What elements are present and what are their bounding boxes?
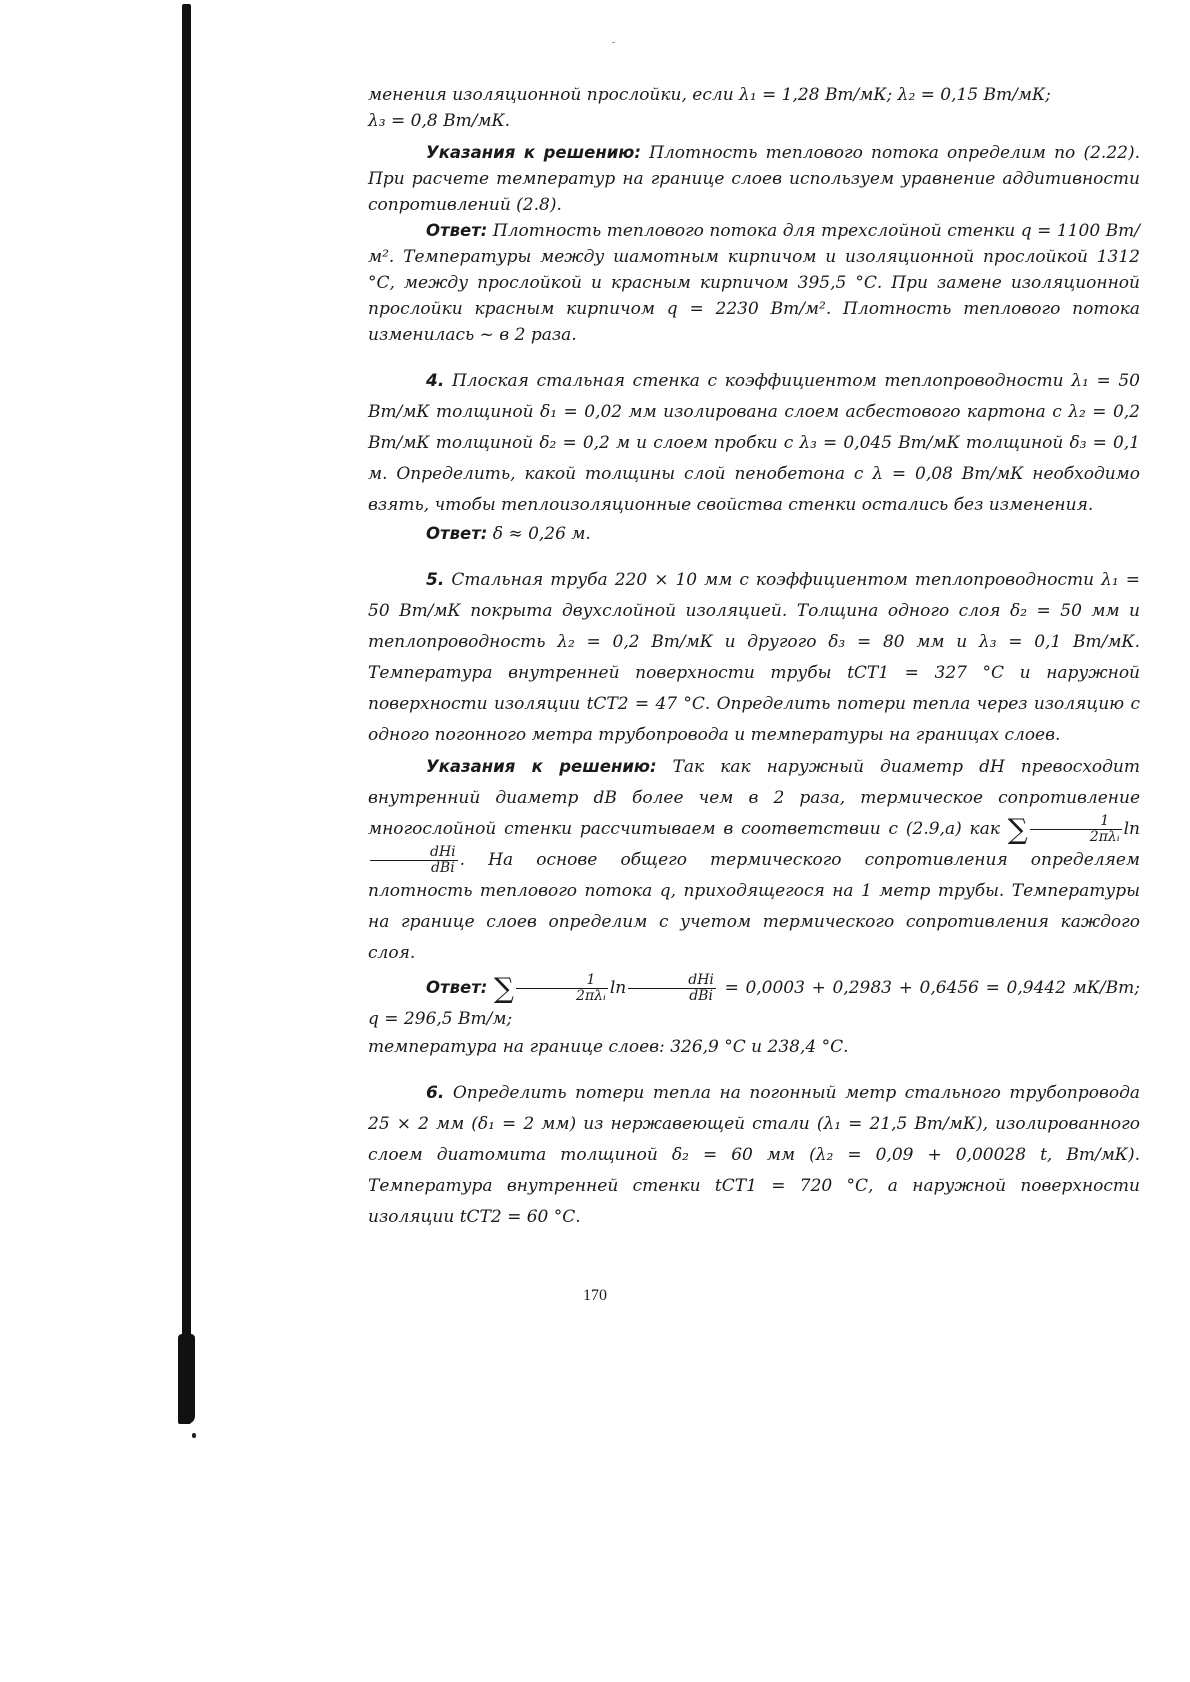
scan-speck [612, 42, 615, 43]
problem-6 [368, 1078, 1140, 1233]
answer-5-fraction-2-bottom: dBi [689, 988, 713, 1004]
problem-5-text: Стальная труба 220 × 10 мм с коэффициентом теплопроводности λ₁ = 50 Вт/мК покрыта двухслойной изоляцией. Толщина одного слоя δ₂ = 50 мм и теплопроводность λ₂ = 0,2 Вт/мК и другого δ₃ = 80 мм и λ₃ = 0,1 Вт/мК. Температура внутренней поверхности трубы tСТ1 = 327 °С и наружной поверхности изоляции tСТ2 = 47 °С. Определить потери тепла через изоляцию с одного погонного метра трубопровода и температуры на границах слоев. [368, 570, 1141, 745]
problem-6-number: 6. [426, 1083, 445, 1103]
intro-line-1: менения изоляционной прослойки, если λ₁ = 1,28 Вт/мК; λ₂ = 0,15 Вт/мК; [368, 85, 1051, 105]
problem-4 [368, 366, 1140, 521]
page-number: 170 [583, 1287, 607, 1304]
answer-5-sum-symbol: ∑ [494, 971, 515, 1005]
hint-1-heading: Указания к решению: [426, 143, 641, 162]
answer-1-heading: Ответ: [426, 221, 488, 240]
problem-6-text: Определить потери тепла на погонный метр стального трубопровода 25 × 2 мм (δ₁ = 2 мм) из нержавеющей стали (λ₁ = 21,5 Вт/мК), изолированного слоем диатомита толщиной δ₂ = 60 мм (λ₂ = 0,09 + 0,00028 t, Вт/мК). Температура внутренней стенки tСТ1 = 720 °С, а наружной поверхности изоляции tСТ2 = 60 °С. [368, 1083, 1140, 1227]
hint-5-text-before: Так как наружный диаметр dН превосходит внутренний диаметр dВ более чем в 2 раза, термическое сопротивление многослойной стенки рассчитываем в соответствии с (2.9,а) как [368, 757, 1140, 839]
answer-5-heading: Ответ: [426, 978, 488, 997]
hint-5-text-after: . На основе общего термического сопротивления определяем плотность теплового потока q, приходящегося на 1 метр трубы. Температуры на границе слоев определим с учетом термического сопротивления каждого слоя. [368, 850, 1140, 963]
hint-5-heading: Указания к решению: [426, 757, 657, 776]
answer-4-heading: Ответ: [426, 524, 488, 543]
answer-5-fraction-1-top: 1 [516, 973, 608, 989]
problem-4-text: Плоская стальная стенка с коэффициентом теплопроводности λ₁ = 50 Вт/мК толщиной δ₁ = 0,02 мм изолирована слоем асбестового картона с λ₂ = 0,2 Вт/мК толщиной δ₂ = 0,2 м и слоем пробки с λ₃ = 0,045 Вт/мК толщиной δ₃ = 0,1 м. Определить, какой толщины слой пенобетона с λ = 0,08 Вт/мК необходимо взять, чтобы теплоизоляционные свойства стенки остались без изменения. [368, 371, 1141, 515]
hint-1 [368, 140, 1140, 218]
intro-line-2: λ₃ = 0,8 Вт/мК. [368, 111, 511, 131]
answer-5-line-2: температура на границе слоев: 326,9 °С и 238,4 °С. [368, 1037, 849, 1057]
answer-5-fraction-1 [516, 973, 608, 1004]
scan-artifact [192, 1433, 196, 1438]
answer-1-text: Плотность теплового потока для трехслойной стенки q = 1100 Вт/м². Температуры между шамотным кирпичом и изоляционной прослойкой 1312 °С, между прослойкой и красным кирпичом 395,5 °С. При замене изоляционной прослойки красным кирпичом q = 2230 Вт/м². Плотность теплового потока изменилась ~ в 2 раза. [368, 221, 1140, 345]
hint-5-fraction-1-bottom: 2πλᵢ [1089, 829, 1120, 845]
hint-5-sum-symbol: ∑ [1007, 812, 1028, 846]
hint-5-fraction-1-top: 1 [1030, 814, 1122, 830]
hint-5-fraction-1 [1030, 814, 1122, 845]
problem-5 [368, 565, 1140, 751]
answer-5-fraction-1-bottom: 2πλᵢ [576, 988, 606, 1004]
answer-5 [368, 973, 1140, 1034]
binding-shadow [182, 4, 191, 1424]
hint-1-text: Плотность теплового потока определим по (2.22). При расчете температур на границе слоев используем уравнение аддитивности сопротивлений (2.8). [368, 143, 1140, 215]
problem-5-number: 5. [426, 570, 445, 590]
hint-5-fraction-2 [370, 845, 458, 876]
problem-4-number: 4. [426, 371, 445, 391]
answer-5-result: = 0,0003 + 0,2983 + 0,6456 = 0,9442 мК/Вт; q = 296,5 Вт/м; [368, 978, 1140, 1029]
page-content [368, 82, 1140, 1233]
answer-5-fraction-2 [628, 973, 716, 1004]
hint-5-fraction-2-top: dHi [370, 845, 458, 861]
hint-5 [368, 751, 1140, 969]
hint-5-fraction-2-bottom: dBi [430, 860, 455, 876]
answer-5-ln: ln [609, 978, 627, 998]
answer-4-text: δ ≈ 0,26 м. [492, 524, 591, 544]
hint-5-ln: ln [1123, 819, 1140, 839]
answer-5-fraction-2-top: dHi [628, 973, 716, 989]
answer-1 [368, 218, 1140, 348]
answer-4 [368, 521, 1140, 547]
